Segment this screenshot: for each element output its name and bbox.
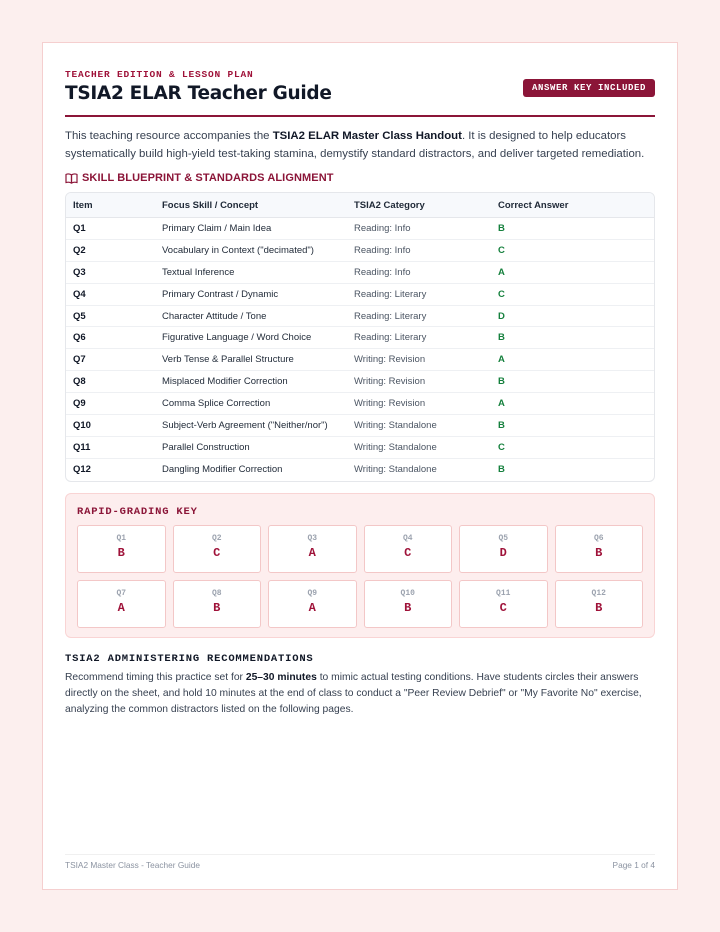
- key-answer: D: [499, 546, 507, 560]
- skill-cell: Vocabulary in Context ("decimated"): [162, 244, 314, 256]
- answer-cell: B: [498, 419, 505, 431]
- intro-text-1: This teaching resource accompanies the: [65, 130, 273, 142]
- key-cell: [364, 525, 453, 573]
- table-row: [66, 459, 654, 481]
- table-body: [66, 218, 654, 481]
- answer-cell: A: [498, 266, 505, 278]
- table-row: [66, 284, 654, 306]
- footer-title: TSIA2 Master Class - Teacher Guide: [65, 860, 200, 870]
- document-page: [42, 42, 678, 890]
- col-header-item: Item: [73, 199, 93, 211]
- answer-cell: C: [498, 441, 505, 453]
- skill-cell: Dangling Modifier Correction: [162, 464, 283, 476]
- footer-divider: [65, 854, 655, 855]
- key-answer: A: [117, 601, 125, 615]
- page-title: TSIA2 ELAR Teacher Guide: [65, 83, 332, 104]
- item-cell: Q10: [73, 419, 91, 431]
- col-header-answer: Correct Answer: [498, 199, 569, 211]
- key-cell: [268, 580, 357, 628]
- key-cell: [77, 525, 166, 573]
- category-cell: Reading: Info: [354, 266, 411, 278]
- key-cell: [555, 580, 644, 628]
- administering-paragraph: [65, 670, 655, 719]
- key-answer: B: [213, 601, 221, 615]
- blueprint-heading-text: SKILL BLUEPRINT & STANDARDS ALIGNMENT: [82, 172, 334, 184]
- table-row: [66, 371, 654, 393]
- answer-key-badge: ANSWER KEY INCLUDED: [523, 79, 655, 97]
- key-question: Q12: [591, 589, 606, 598]
- blueprint-heading: [65, 172, 334, 184]
- table-row: [66, 306, 654, 328]
- col-header-category: TSIA2 Category: [354, 199, 425, 211]
- table-row: [66, 218, 654, 240]
- item-cell: Q3: [73, 266, 86, 278]
- key-answer: B: [595, 601, 603, 615]
- item-cell: Q12: [73, 464, 91, 476]
- key-answer: C: [404, 546, 412, 560]
- item-cell: Q11: [73, 441, 91, 453]
- category-cell: Writing: Standalone: [354, 419, 437, 431]
- table-row: [66, 349, 654, 371]
- administering-text-2: to mimic actual testing conditions. Have students circles their answers directly on the sheet, and hold 10 minutes at the end of class to conduct a "Peer Review Debrief" or "My Favorite No" exercise, analyzing the common distractors listed on the following pages.: [65, 672, 642, 716]
- item-cell: Q5: [73, 310, 86, 322]
- category-cell: Reading: Literary: [354, 288, 427, 300]
- answer-cell: B: [498, 222, 505, 234]
- answer-cell: A: [498, 354, 505, 366]
- category-cell: Writing: Standalone: [354, 441, 437, 453]
- skill-cell: Misplaced Modifier Correction: [162, 376, 288, 388]
- key-question: Q5: [498, 534, 509, 543]
- answer-cell: D: [498, 310, 505, 322]
- item-cell: Q9: [73, 398, 86, 410]
- category-cell: Writing: Revision: [354, 354, 426, 366]
- answer-cell: B: [498, 464, 505, 476]
- key-question: Q2: [211, 534, 222, 543]
- key-question: Q1: [116, 534, 127, 543]
- skill-cell: Parallel Construction: [162, 441, 250, 453]
- table-row: [66, 327, 654, 349]
- table-row: [66, 437, 654, 459]
- item-cell: Q6: [73, 332, 86, 344]
- key-answer: A: [308, 601, 316, 615]
- key-answer: A: [308, 546, 316, 560]
- administering-timing: 25–30 minutes: [245, 672, 317, 683]
- rapid-key-grid: [77, 525, 643, 628]
- category-cell: Writing: Standalone: [354, 464, 437, 476]
- rapid-key-title: RAPID-GRADING KEY: [77, 506, 198, 518]
- table-row: [66, 415, 654, 437]
- category-cell: Reading: Info: [354, 222, 411, 234]
- key-cell: [459, 525, 548, 573]
- key-answer: C: [499, 601, 507, 615]
- answer-cell: C: [498, 288, 505, 300]
- eyebrow-label: TEACHER EDITION & LESSON PLAN: [65, 69, 254, 80]
- intro-handout-name: TSIA2 ELAR Master Class Handout: [272, 130, 462, 142]
- category-cell: Reading: Literary: [354, 332, 427, 344]
- skill-cell: Primary Claim / Main Idea: [162, 222, 272, 234]
- category-cell: Writing: Revision: [354, 398, 426, 410]
- title-divider: [65, 115, 655, 117]
- key-question: Q3: [307, 534, 318, 543]
- key-question: Q4: [402, 534, 413, 543]
- page-content: [65, 43, 655, 889]
- blueprint-table: [65, 192, 655, 482]
- key-question: Q11: [496, 589, 511, 598]
- skill-cell: Figurative Language / Word Choice: [162, 332, 312, 344]
- skill-cell: Character Attitude / Tone: [162, 310, 267, 322]
- category-cell: Reading: Info: [354, 244, 411, 256]
- item-cell: Q8: [73, 376, 86, 388]
- skill-cell: Comma Splice Correction: [162, 398, 271, 410]
- key-cell: [364, 580, 453, 628]
- skill-cell: Textual Inference: [162, 266, 235, 278]
- item-cell: Q4: [73, 288, 86, 300]
- col-header-skill: Focus Skill / Concept: [162, 199, 259, 211]
- skill-cell: Primary Contrast / Dynamic: [162, 288, 279, 300]
- key-cell: [268, 525, 357, 573]
- category-cell: Reading: Literary: [354, 310, 427, 322]
- key-cell: [555, 525, 644, 573]
- category-cell: Writing: Revision: [354, 376, 426, 388]
- item-cell: Q1: [73, 222, 86, 234]
- page-number: Page 1 of 4: [612, 860, 655, 870]
- key-question: Q7: [116, 589, 127, 598]
- key-answer: B: [404, 601, 412, 615]
- item-cell: Q2: [73, 244, 86, 256]
- book-icon: [65, 173, 78, 184]
- administering-text-1: Recommend timing this practice set for: [65, 672, 246, 683]
- intro-paragraph: [65, 127, 655, 163]
- answer-cell: B: [498, 332, 505, 344]
- key-question: Q10: [400, 589, 415, 598]
- key-question: Q8: [211, 589, 222, 598]
- key-cell: [173, 525, 262, 573]
- key-question: Q6: [593, 534, 604, 543]
- table-row: [66, 240, 654, 262]
- answer-cell: C: [498, 244, 505, 256]
- rapid-grading-key: [65, 493, 655, 638]
- table-row: [66, 393, 654, 415]
- intro-text-2: . It is designed to help educators systematically build high-yield test-taking stamina, demystify standard distractors, and deliver targeted remediation.: [65, 130, 645, 160]
- answer-cell: B: [498, 376, 505, 388]
- table-header: [66, 193, 654, 218]
- table-row: [66, 262, 654, 284]
- key-cell: [459, 580, 548, 628]
- key-answer: B: [117, 546, 125, 560]
- key-cell: [77, 580, 166, 628]
- item-cell: Q7: [73, 354, 86, 366]
- skill-cell: Subject-Verb Agreement ("Neither/nor"): [162, 419, 328, 431]
- key-cell: [173, 580, 262, 628]
- key-answer: C: [213, 546, 221, 560]
- skill-cell: Verb Tense & Parallel Structure: [162, 354, 294, 366]
- administering-heading: TSIA2 ADMINISTERING RECOMMENDATIONS: [65, 653, 314, 665]
- answer-cell: A: [498, 398, 505, 410]
- key-answer: B: [595, 546, 603, 560]
- key-question: Q9: [307, 589, 318, 598]
